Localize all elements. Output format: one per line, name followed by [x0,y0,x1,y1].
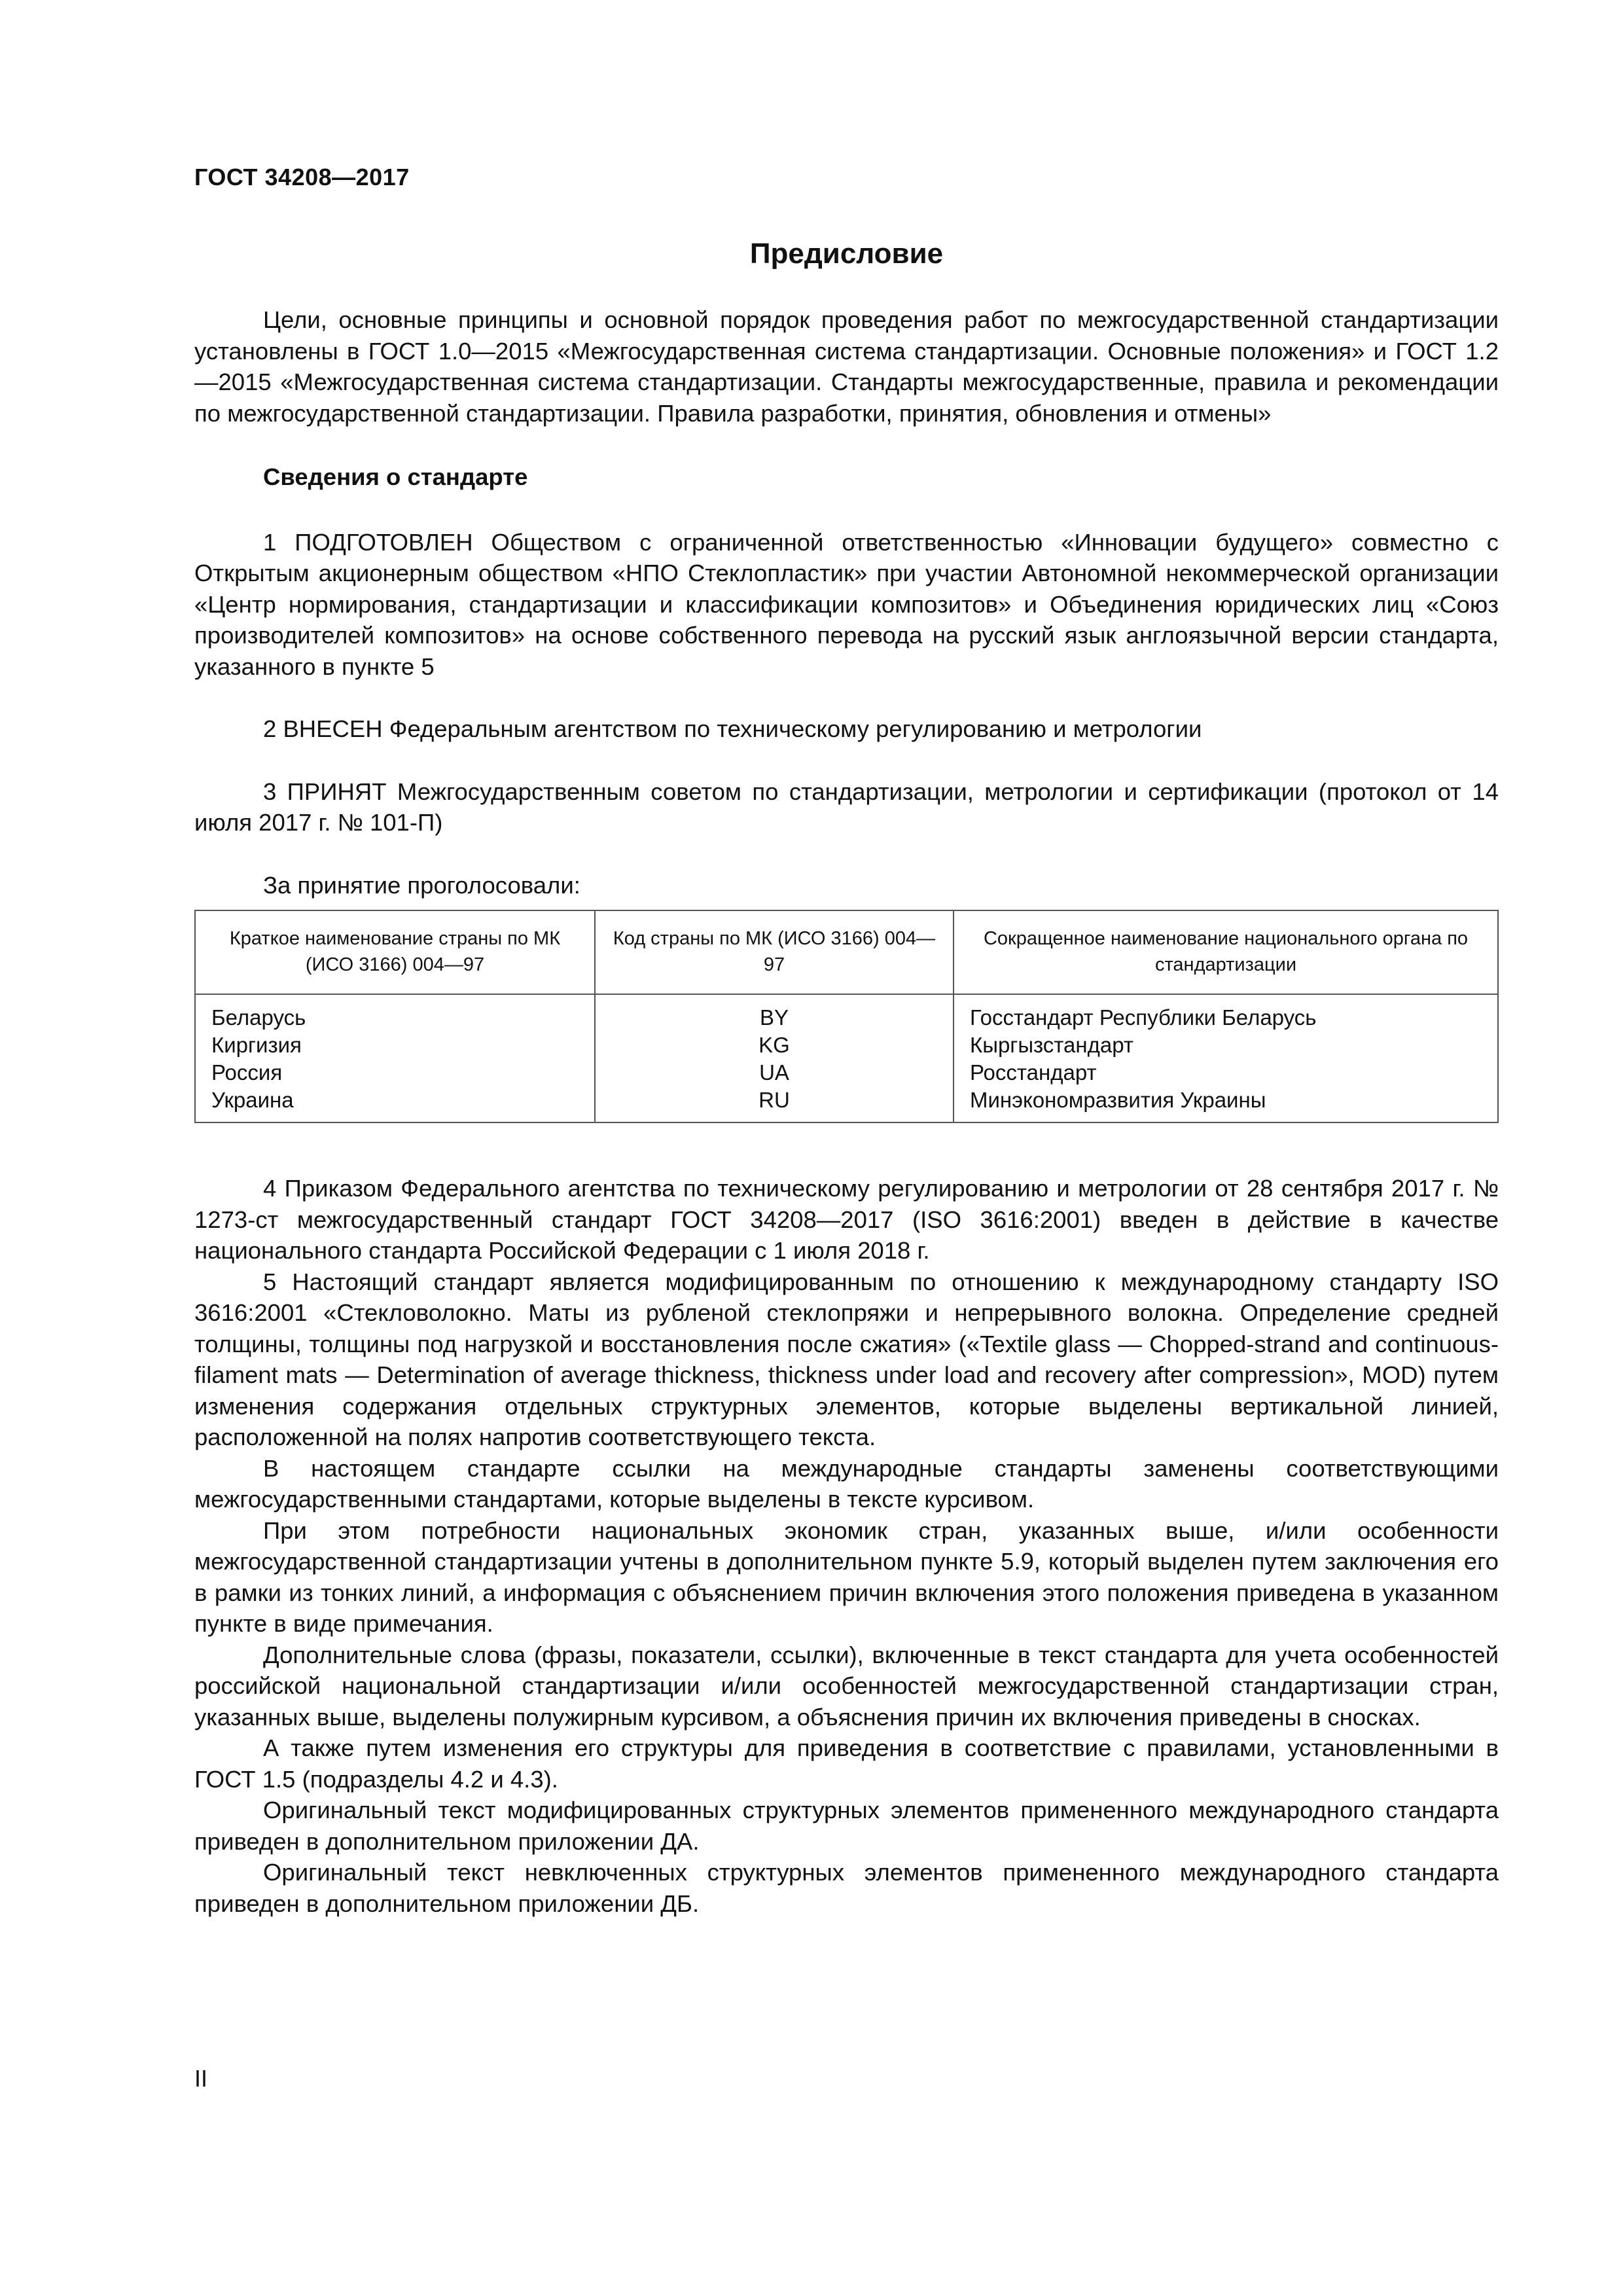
country-cell: Киргизия [195,1031,595,1059]
item-1-paragraph: 1 ПОДГОТОВЛЕН Обществом с ограниченной ответственностью «Инновации будущего» совместно с Открытым акционерным обществом «НПО Стеклопластик» при участии Автономной некоммерческой организации «Центр нормирования, стандартизации и классификации композитов» и Объединения юридических лиц «Союз производителей композитов» на основе собственного перевода на русский язык англоязычной версии стандарта, указанного в пункте 5 [194,528,1499,680]
header-national-body: Сокращенное наименование национального органа по стандартизации [954,910,1498,994]
table-row [195,1086,1498,1122]
header-code: Код страны по МК (ИСО 3166) 004—97 [595,910,954,994]
item-2-paragraph: 2 ВНЕСЕН Федеральным агентством по техническому регулированию и метрологии [263,715,1202,742]
country-cell: Беларусь [195,994,595,1031]
code-cell: UA [595,1059,954,1086]
intro-paragraph: Цели, основные принципы и основной порядок проведения работ по межгосударственной стандартизации установлены в ГОСТ 1.0—2015 «Межгосударственная система стандартизации. Основные положения» и ГОСТ 1.2—2015 «Межгосударственная система стандартизации. Стандарты межгосударственные, правила и рекомендации по межгосударственной стандартизации. Правила разработки, принятия, обновления и отмены» [194,306,1499,427]
country-cell: Украина [195,1086,595,1122]
page-title: Предисловие [749,238,944,270]
national-body-cell: Минэкономразвития Украины [954,1086,1498,1122]
page-number: II [194,2065,208,2092]
code-cell: RU [595,1086,954,1122]
voted-label: За принятие проголосовали: [263,871,580,899]
table-row [195,1059,1498,1086]
header-country: Краткое наименование страны по МК (ИСО 3166) 004—97 [195,910,595,994]
document-body [194,304,1499,1919]
table-row [195,994,1498,1031]
national-body-cell: Росстандарт [954,1059,1498,1086]
document-code: ГОСТ 34208—2017 [194,164,410,190]
code-cell: KG [595,1031,954,1059]
additional-words-paragraph: Дополнительные слова (фразы, показатели, ссылки), включенные в текст стандарта для учета особенностей российской национальной стандартизации и/или особенностей межгосударственной стандартизации стран, указанных выше, выделены полужирным курсивом, а объяснения причин их включения приведены в сносках. [194,1641,1499,1731]
national-needs-paragraph: При этом потребности национальных экономик стран, указанных выше, и/или особенности межгосударственной стандартизации учтены в дополнительном пункте 5.9, который выделен путем заключения его в рамки из тонких линий, а информация с объяснением причин включения этого положения приведена в указанном пункте в виде примечания. [194,1516,1499,1637]
annex-db-paragraph: Оригинальный текст невключенных структурных элементов примененного международного стандарта приведен в дополнительном приложении ДБ. [194,1859,1499,1917]
table-header-row [195,910,1498,994]
code-cell: BY [595,994,954,1031]
national-body-cell: Госстандарт Республики Беларусь [954,994,1498,1031]
section-heading: Сведения о стандарте [263,463,528,490]
item-3-paragraph: 3 ПРИНЯТ Межгосударственным советом по стандартизации, метрологии и сертификации (протокол от 14 июля 2017 г. № 101-П) [194,778,1499,836]
national-body-cell: Кыргызстандарт [954,1031,1498,1059]
table-row [195,1031,1498,1059]
item-5-paragraph: 5 Настоящий стандарт является модифицированным по отношению к международному стандарту ISO 3616:2001 «Стекловолокно. Маты из рубленой стеклопряжи и непрерывного волокна. Определение средней толщины, толщины под нагрузкой и восстановления после сжатия» («Textile glass — Chopped-strand and continuous-filament mats — Determination of average thickness, thickness under load and recovery after compression», MOD) путем изменения содержания отдельных структурных элементов, которые выделены вертикальной линией, расположенной на полях напротив соответствующего текста. [194,1268,1499,1450]
structure-paragraph: А также путем изменения его структуры для приведения в соответствие с правилами, установленными в ГОСТ 1.5 (подразделы 4.2 и 4.3). [194,1734,1499,1793]
voting-table [194,910,1499,1123]
country-cell: Россия [195,1059,595,1086]
references-paragraph: В настоящем стандарте ссылки на международные стандарты заменены соответствующими межгосударственными стандартами, которые выделены в тексте курсивом. [194,1454,1499,1513]
item-4-paragraph: 4 Приказом Федерального агентства по техническому регулированию и метрологии от 28 сентября 2017 г. № 1273-ст межгосударственный стандарт ГОСТ 34208—2017 (ISO 3616:2001) введен в действие в качестве национального стандарта Российской Федерации с 1 июля 2018 г. [194,1175,1499,1264]
annex-da-paragraph: Оригинальный текст модифицированных структурных элементов примененного международного стандарта приведен в дополнительном приложении ДА. [194,1797,1499,1855]
